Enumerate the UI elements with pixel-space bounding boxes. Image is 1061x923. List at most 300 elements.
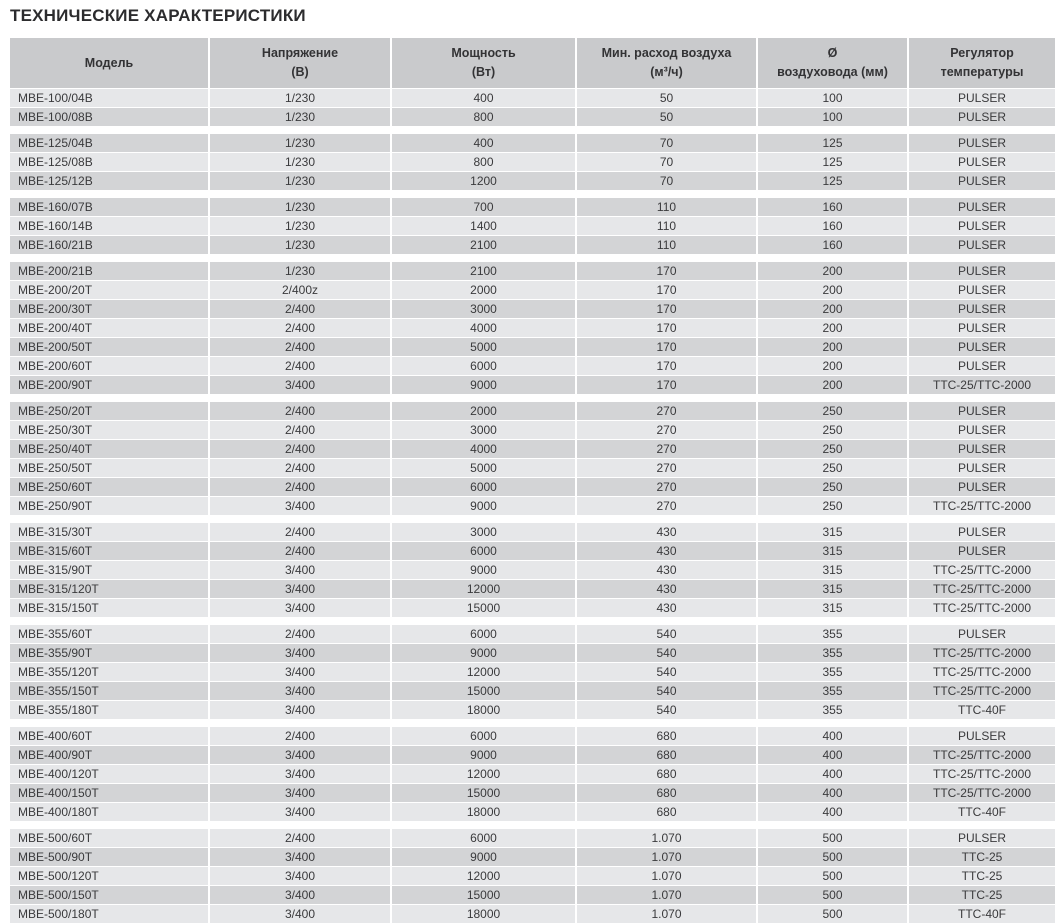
- model-group: [10, 262, 1053, 394]
- table-row: [10, 663, 1053, 681]
- table-row: [10, 625, 1053, 643]
- cell-regulator: PULSER: [909, 542, 1055, 560]
- cell-airflow: 430: [577, 523, 756, 541]
- cell-voltage: 1/230: [210, 217, 390, 235]
- cell-regulator: PULSER: [909, 300, 1055, 318]
- cell-model: MBE-250/20T: [10, 402, 208, 420]
- cell-power: 9000: [392, 497, 575, 515]
- cell-model: MBE-250/60T: [10, 478, 208, 496]
- cell-diameter: 125: [758, 172, 907, 190]
- cell-airflow: 170: [577, 319, 756, 337]
- cell-model: MBE-315/90T: [10, 561, 208, 579]
- model-group: [10, 198, 1053, 254]
- cell-voltage: 2/400z: [210, 281, 390, 299]
- cell-regulator: TTC-25/TTC-2000: [909, 644, 1055, 662]
- cell-power: 1200: [392, 172, 575, 190]
- cell-voltage: 3/400: [210, 886, 390, 904]
- cell-power: 1400: [392, 217, 575, 235]
- table-row: [10, 440, 1053, 458]
- cell-model: MBE-400/150T: [10, 784, 208, 802]
- cell-diameter: 355: [758, 663, 907, 681]
- cell-regulator: PULSER: [909, 217, 1055, 235]
- cell-power: 4000: [392, 440, 575, 458]
- cell-regulator: PULSER: [909, 153, 1055, 171]
- table-row: [10, 803, 1053, 821]
- cell-airflow: 70: [577, 134, 756, 152]
- cell-airflow: 680: [577, 765, 756, 783]
- cell-diameter: 315: [758, 523, 907, 541]
- cell-power: 5000: [392, 338, 575, 356]
- cell-voltage: 3/400: [210, 784, 390, 802]
- specs-table: [10, 38, 1053, 923]
- cell-model: MBE-355/90T: [10, 644, 208, 662]
- table-row: [10, 402, 1053, 420]
- cell-model: MBE-355/150T: [10, 682, 208, 700]
- cell-airflow: 270: [577, 402, 756, 420]
- cell-voltage: 3/400: [210, 682, 390, 700]
- cell-power: 2000: [392, 402, 575, 420]
- cell-airflow: 1.070: [577, 886, 756, 904]
- model-group: [10, 625, 1053, 719]
- cell-airflow: 50: [577, 108, 756, 126]
- cell-voltage: 2/400: [210, 478, 390, 496]
- cell-regulator: PULSER: [909, 134, 1055, 152]
- cell-model: MBE-500/120T: [10, 867, 208, 885]
- cell-diameter: 160: [758, 236, 907, 254]
- cell-diameter: 400: [758, 784, 907, 802]
- table-body: [10, 89, 1053, 923]
- table-row: [10, 784, 1053, 802]
- cell-voltage: 3/400: [210, 701, 390, 719]
- cell-diameter: 400: [758, 765, 907, 783]
- cell-diameter: 250: [758, 440, 907, 458]
- cell-airflow: 170: [577, 357, 756, 375]
- cell-voltage: 3/400: [210, 580, 390, 598]
- table-header: [10, 38, 1053, 88]
- cell-model: MBE-200/20T: [10, 281, 208, 299]
- cell-airflow: 170: [577, 338, 756, 356]
- table-row: [10, 561, 1053, 579]
- cell-airflow: 430: [577, 561, 756, 579]
- cell-voltage: 1/230: [210, 134, 390, 152]
- cell-regulator: PULSER: [909, 108, 1055, 126]
- cell-voltage: 2/400: [210, 319, 390, 337]
- cell-power: 9000: [392, 376, 575, 394]
- cell-diameter: 200: [758, 338, 907, 356]
- table-row: [10, 580, 1053, 598]
- table-row: [10, 376, 1053, 394]
- cell-diameter: 200: [758, 376, 907, 394]
- table-row: [10, 262, 1053, 280]
- cell-power: 3000: [392, 523, 575, 541]
- cell-power: 400: [392, 89, 575, 107]
- cell-diameter: 200: [758, 262, 907, 280]
- cell-model: MBE-160/07B: [10, 198, 208, 216]
- cell-regulator: PULSER: [909, 625, 1055, 643]
- cell-diameter: 250: [758, 459, 907, 477]
- cell-regulator: PULSER: [909, 727, 1055, 745]
- cell-regulator: PULSER: [909, 402, 1055, 420]
- cell-regulator: PULSER: [909, 281, 1055, 299]
- cell-model: MBE-315/30T: [10, 523, 208, 541]
- cell-power: 9000: [392, 644, 575, 662]
- cell-airflow: 1.070: [577, 829, 756, 847]
- table-row: [10, 108, 1053, 126]
- cell-diameter: 315: [758, 542, 907, 560]
- cell-model: MBE-400/90T: [10, 746, 208, 764]
- cell-power: 6000: [392, 478, 575, 496]
- cell-model: MBE-250/90T: [10, 497, 208, 515]
- table-row: [10, 217, 1053, 235]
- cell-regulator: PULSER: [909, 338, 1055, 356]
- cell-airflow: 680: [577, 803, 756, 821]
- cell-voltage: 3/400: [210, 376, 390, 394]
- cell-voltage: 3/400: [210, 746, 390, 764]
- cell-regulator: PULSER: [909, 440, 1055, 458]
- table-row: [10, 338, 1053, 356]
- table-row: [10, 357, 1053, 375]
- cell-voltage: 2/400: [210, 542, 390, 560]
- cell-diameter: 315: [758, 561, 907, 579]
- model-group: [10, 829, 1053, 923]
- header-airflow: Мин. расход воздуха (м³/ч): [577, 38, 756, 88]
- cell-power: 5000: [392, 459, 575, 477]
- cell-voltage: 2/400: [210, 338, 390, 356]
- cell-voltage: 2/400: [210, 357, 390, 375]
- cell-regulator: TTC-25: [909, 848, 1055, 866]
- cell-power: 6000: [392, 625, 575, 643]
- cell-regulator: TTC-25/TTC-2000: [909, 376, 1055, 394]
- cell-power: 15000: [392, 599, 575, 617]
- cell-diameter: 400: [758, 727, 907, 745]
- table-row: [10, 829, 1053, 847]
- cell-regulator: TTC-25/TTC-2000: [909, 599, 1055, 617]
- cell-model: MBE-315/150T: [10, 599, 208, 617]
- cell-voltage: 2/400: [210, 300, 390, 318]
- cell-power: 18000: [392, 701, 575, 719]
- cell-power: 400: [392, 134, 575, 152]
- cell-regulator: PULSER: [909, 236, 1055, 254]
- page-title: ТЕХНИЧЕСКИЕ ХАРАКТЕРИСТИКИ: [10, 6, 306, 25]
- header-voltage: Напряжение (В): [210, 38, 390, 88]
- cell-airflow: 70: [577, 172, 756, 190]
- cell-airflow: 540: [577, 625, 756, 643]
- cell-airflow: 270: [577, 497, 756, 515]
- cell-voltage: 3/400: [210, 561, 390, 579]
- cell-model: MBE-160/21B: [10, 236, 208, 254]
- cell-power: 2000: [392, 281, 575, 299]
- cell-regulator: TTC-25/TTC-2000: [909, 746, 1055, 764]
- model-group: [10, 523, 1053, 617]
- table-row: [10, 459, 1053, 477]
- cell-voltage: 3/400: [210, 848, 390, 866]
- cell-voltage: 2/400: [210, 402, 390, 420]
- cell-power: 700: [392, 198, 575, 216]
- cell-power: 6000: [392, 542, 575, 560]
- cell-model: MBE-355/60T: [10, 625, 208, 643]
- table-row: [10, 89, 1053, 107]
- cell-airflow: 680: [577, 727, 756, 745]
- cell-diameter: 250: [758, 497, 907, 515]
- cell-model: MBE-200/50T: [10, 338, 208, 356]
- cell-diameter: 200: [758, 281, 907, 299]
- cell-diameter: 315: [758, 599, 907, 617]
- cell-voltage: 2/400: [210, 440, 390, 458]
- cell-airflow: 70: [577, 153, 756, 171]
- cell-diameter: 355: [758, 682, 907, 700]
- cell-model: MBE-355/120T: [10, 663, 208, 681]
- cell-voltage: 1/230: [210, 153, 390, 171]
- cell-diameter: 500: [758, 867, 907, 885]
- cell-diameter: 500: [758, 829, 907, 847]
- table-row: [10, 746, 1053, 764]
- table-row: [10, 765, 1053, 783]
- cell-voltage: 1/230: [210, 108, 390, 126]
- cell-regulator: TTC-25/TTC-2000: [909, 663, 1055, 681]
- cell-diameter: 160: [758, 217, 907, 235]
- cell-model: MBE-125/08B: [10, 153, 208, 171]
- cell-airflow: 110: [577, 217, 756, 235]
- cell-power: 3000: [392, 421, 575, 439]
- cell-power: 15000: [392, 886, 575, 904]
- cell-airflow: 540: [577, 644, 756, 662]
- table-row: [10, 319, 1053, 337]
- cell-power: 12000: [392, 867, 575, 885]
- cell-regulator: TTC-25/TTC-2000: [909, 561, 1055, 579]
- cell-voltage: 2/400: [210, 727, 390, 745]
- cell-power: 6000: [392, 357, 575, 375]
- cell-diameter: 100: [758, 108, 907, 126]
- cell-diameter: 160: [758, 198, 907, 216]
- cell-power: 2100: [392, 236, 575, 254]
- cell-model: MBE-500/90T: [10, 848, 208, 866]
- cell-airflow: 540: [577, 663, 756, 681]
- cell-regulator: PULSER: [909, 198, 1055, 216]
- cell-power: 9000: [392, 561, 575, 579]
- table-row: [10, 172, 1053, 190]
- cell-regulator: TTC-25/TTC-2000: [909, 765, 1055, 783]
- cell-voltage: 3/400: [210, 599, 390, 617]
- table-row: [10, 905, 1053, 923]
- cell-regulator: PULSER: [909, 262, 1055, 280]
- cell-airflow: 110: [577, 236, 756, 254]
- table-row: [10, 867, 1053, 885]
- cell-model: MBE-400/60T: [10, 727, 208, 745]
- header-diameter: Ø воздуховода (мм): [758, 38, 907, 88]
- cell-power: 2100: [392, 262, 575, 280]
- cell-regulator: PULSER: [909, 478, 1055, 496]
- table-row: [10, 300, 1053, 318]
- cell-model: MBE-250/40T: [10, 440, 208, 458]
- table-row: [10, 701, 1053, 719]
- cell-model: MBE-100/04B: [10, 89, 208, 107]
- cell-voltage: 1/230: [210, 172, 390, 190]
- cell-regulator: TTC-40F: [909, 905, 1055, 923]
- header-power: Мощность (Вт): [392, 38, 575, 88]
- cell-diameter: 250: [758, 478, 907, 496]
- cell-model: MBE-355/180T: [10, 701, 208, 719]
- cell-airflow: 50: [577, 89, 756, 107]
- cell-model: MBE-125/04B: [10, 134, 208, 152]
- cell-diameter: 355: [758, 701, 907, 719]
- cell-regulator: TTC-40F: [909, 701, 1055, 719]
- cell-regulator: PULSER: [909, 319, 1055, 337]
- cell-diameter: 500: [758, 848, 907, 866]
- cell-voltage: 3/400: [210, 867, 390, 885]
- cell-airflow: 1.070: [577, 867, 756, 885]
- cell-airflow: 680: [577, 746, 756, 764]
- cell-diameter: 315: [758, 580, 907, 598]
- cell-voltage: 2/400: [210, 523, 390, 541]
- cell-diameter: 400: [758, 746, 907, 764]
- cell-airflow: 430: [577, 580, 756, 598]
- table-row: [10, 886, 1053, 904]
- cell-power: 4000: [392, 319, 575, 337]
- table-row: [10, 682, 1053, 700]
- cell-voltage: 1/230: [210, 236, 390, 254]
- table-row: [10, 153, 1053, 171]
- cell-power: 15000: [392, 682, 575, 700]
- cell-diameter: 250: [758, 421, 907, 439]
- cell-airflow: 110: [577, 198, 756, 216]
- cell-diameter: 100: [758, 89, 907, 107]
- cell-power: 9000: [392, 746, 575, 764]
- cell-model: MBE-200/40T: [10, 319, 208, 337]
- cell-airflow: 270: [577, 478, 756, 496]
- model-group: [10, 727, 1053, 821]
- cell-model: MBE-500/60T: [10, 829, 208, 847]
- table-row: [10, 599, 1053, 617]
- cell-power: 12000: [392, 663, 575, 681]
- cell-regulator: PULSER: [909, 829, 1055, 847]
- cell-airflow: 1.070: [577, 848, 756, 866]
- cell-voltage: 3/400: [210, 663, 390, 681]
- cell-diameter: 355: [758, 625, 907, 643]
- cell-diameter: 125: [758, 153, 907, 171]
- cell-diameter: 355: [758, 644, 907, 662]
- cell-model: MBE-500/150T: [10, 886, 208, 904]
- cell-regulator: PULSER: [909, 459, 1055, 477]
- header-regulator: Регулятор температуры: [909, 38, 1055, 88]
- cell-diameter: 200: [758, 300, 907, 318]
- table-row: [10, 236, 1053, 254]
- table-row: [10, 421, 1053, 439]
- cell-voltage: 3/400: [210, 803, 390, 821]
- cell-airflow: 270: [577, 440, 756, 458]
- cell-voltage: 2/400: [210, 829, 390, 847]
- cell-airflow: 540: [577, 701, 756, 719]
- cell-airflow: 270: [577, 421, 756, 439]
- cell-power: 12000: [392, 580, 575, 598]
- header-model: Модель: [10, 38, 208, 88]
- table-row: [10, 848, 1053, 866]
- cell-diameter: 500: [758, 905, 907, 923]
- table-row: [10, 281, 1053, 299]
- cell-regulator: TTC-25/TTC-2000: [909, 580, 1055, 598]
- cell-voltage: 3/400: [210, 905, 390, 923]
- cell-power: 18000: [392, 803, 575, 821]
- cell-airflow: 540: [577, 682, 756, 700]
- model-group: [10, 134, 1053, 190]
- cell-diameter: 400: [758, 803, 907, 821]
- cell-regulator: PULSER: [909, 89, 1055, 107]
- table-row: [10, 727, 1053, 745]
- cell-power: 6000: [392, 727, 575, 745]
- cell-regulator: TTC-25/TTC-2000: [909, 682, 1055, 700]
- cell-power: 800: [392, 108, 575, 126]
- cell-voltage: 1/230: [210, 198, 390, 216]
- cell-airflow: 170: [577, 281, 756, 299]
- cell-airflow: 430: [577, 542, 756, 560]
- cell-power: 18000: [392, 905, 575, 923]
- cell-power: 6000: [392, 829, 575, 847]
- table-row: [10, 497, 1053, 515]
- cell-model: MBE-315/120T: [10, 580, 208, 598]
- cell-airflow: 1.070: [577, 905, 756, 923]
- cell-voltage: 2/400: [210, 459, 390, 477]
- cell-power: 15000: [392, 784, 575, 802]
- cell-model: MBE-200/90T: [10, 376, 208, 394]
- cell-model: MBE-400/180T: [10, 803, 208, 821]
- cell-regulator: PULSER: [909, 523, 1055, 541]
- cell-model: MBE-125/12B: [10, 172, 208, 190]
- cell-model: MBE-315/60T: [10, 542, 208, 560]
- cell-model: MBE-200/60T: [10, 357, 208, 375]
- table-row: [10, 478, 1053, 496]
- table-row: [10, 198, 1053, 216]
- cell-model: MBE-250/30T: [10, 421, 208, 439]
- cell-regulator: TTC-40F: [909, 803, 1055, 821]
- cell-diameter: 500: [758, 886, 907, 904]
- cell-voltage: 1/230: [210, 89, 390, 107]
- cell-model: MBE-100/08B: [10, 108, 208, 126]
- cell-regulator: PULSER: [909, 172, 1055, 190]
- cell-model: MBE-200/30T: [10, 300, 208, 318]
- cell-model: MBE-400/120T: [10, 765, 208, 783]
- cell-model: MBE-160/14B: [10, 217, 208, 235]
- cell-airflow: 430: [577, 599, 756, 617]
- cell-regulator: TTC-25: [909, 886, 1055, 904]
- cell-regulator: PULSER: [909, 421, 1055, 439]
- cell-model: MBE-250/50T: [10, 459, 208, 477]
- cell-model: MBE-200/21B: [10, 262, 208, 280]
- cell-regulator: TTC-25: [909, 867, 1055, 885]
- cell-voltage: 3/400: [210, 497, 390, 515]
- cell-diameter: 200: [758, 357, 907, 375]
- cell-diameter: 200: [758, 319, 907, 337]
- cell-airflow: 680: [577, 784, 756, 802]
- cell-power: 9000: [392, 848, 575, 866]
- cell-airflow: 170: [577, 376, 756, 394]
- cell-model: MBE-500/180T: [10, 905, 208, 923]
- cell-diameter: 125: [758, 134, 907, 152]
- table-row: [10, 134, 1053, 152]
- table-row: [10, 644, 1053, 662]
- cell-airflow: 170: [577, 300, 756, 318]
- cell-voltage: 2/400: [210, 421, 390, 439]
- cell-regulator: TTC-25/TTC-2000: [909, 784, 1055, 802]
- cell-airflow: 170: [577, 262, 756, 280]
- table-row: [10, 542, 1053, 560]
- model-group: [10, 89, 1053, 126]
- cell-voltage: 3/400: [210, 765, 390, 783]
- table-row: [10, 523, 1053, 541]
- model-group: [10, 402, 1053, 515]
- cell-voltage: 3/400: [210, 644, 390, 662]
- cell-regulator: PULSER: [909, 357, 1055, 375]
- cell-diameter: 250: [758, 402, 907, 420]
- cell-airflow: 270: [577, 459, 756, 477]
